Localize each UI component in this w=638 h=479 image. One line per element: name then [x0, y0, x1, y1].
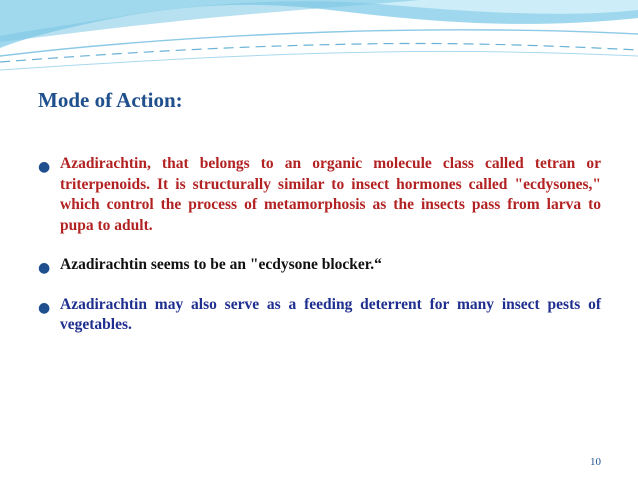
bullet-item-1: [38, 154, 601, 236]
bullet-item-3: [38, 295, 601, 336]
filled-circle-bullet-icon: ●: [38, 299, 51, 316]
bullet-text-1: Azadirachtin, that belongs to an organic molecule class called tetran or triterpenoids. It is structurally similar to insect hormones called "ecdysones," which control the process of metamorphosis as the insects pass from larva to pupa to adult.: [60, 155, 601, 234]
filled-circle-bullet-icon: ●: [38, 260, 51, 276]
slide-title: Mode of Action:: [38, 88, 183, 112]
decorative-wave-header: [0, 0, 638, 80]
bullet-list: [38, 154, 601, 336]
filled-circle-bullet-icon: ●: [38, 159, 51, 175]
page-number: 10: [590, 456, 601, 468]
bullet-item-2: [38, 255, 601, 276]
bullet-text-2: Azadirachtin seems to be an "ecdysone blocker.“: [60, 256, 382, 273]
bullet-text-3: Azadirachtin may also serve as a feeding deterrent for many insect pests of vegetables.: [60, 295, 601, 333]
